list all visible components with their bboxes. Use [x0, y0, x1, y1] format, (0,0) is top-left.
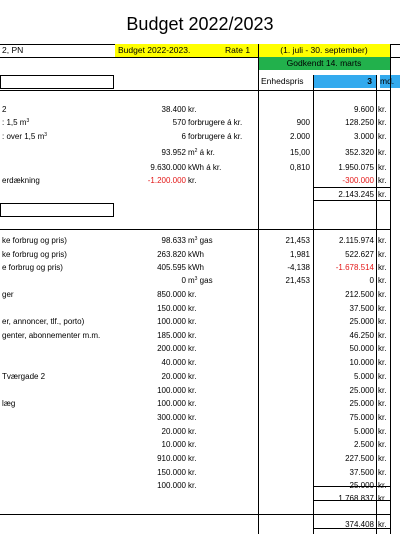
row-amount: 0	[181, 276, 186, 285]
row-unit: kr.	[188, 344, 197, 353]
row-amount: 850.000	[157, 290, 186, 299]
row-amount: 150.000	[157, 304, 186, 313]
row-total-unit: kr.	[378, 399, 387, 408]
row-total: 25.000	[349, 386, 374, 395]
row-total-unit: kr.	[378, 317, 387, 326]
row-total: 3.000	[353, 132, 374, 141]
row-total: -300.000	[342, 176, 374, 185]
row-unit: forbrugere á kr.	[188, 118, 243, 127]
row-amount: 200.000	[157, 344, 186, 353]
header-left-text: 2, PN	[2, 45, 24, 55]
row-unit-price: 0,810	[289, 163, 310, 172]
row-total: 212.500	[345, 290, 374, 299]
row-total: 37.500	[349, 468, 374, 477]
row-unit: kWh	[188, 250, 204, 259]
row-unit: kr.	[188, 481, 197, 490]
row-unit-price: 21,453	[285, 236, 310, 245]
row-label: ger	[2, 290, 14, 299]
row-amount: -1.200.000	[147, 176, 186, 185]
row-total-unit: kr.	[378, 440, 387, 449]
budget-label-cell	[115, 44, 258, 57]
period-label: (1. juli - 30. september)	[258, 44, 390, 57]
row-total: 37.500	[349, 304, 374, 313]
row-total-unit: kr.	[378, 290, 387, 299]
row-total: -1.678.514	[335, 263, 374, 272]
row-total-unit: kr.	[378, 427, 387, 436]
row-total: 1.950.075	[338, 163, 374, 172]
row-unit: kr.	[188, 358, 197, 367]
row-amount: 20.000	[161, 427, 186, 436]
row-total-unit: kr.	[378, 344, 387, 353]
row-total: 5.000	[353, 372, 374, 381]
row-total: 522.627	[345, 250, 374, 259]
row-label: ke forbrug og pris)	[2, 236, 67, 245]
row-label: Tværgade 2	[2, 372, 46, 381]
row-unit-price: 21,453	[285, 276, 310, 285]
row-label: e forbrug og pris)	[2, 263, 63, 272]
row-total: 50.000	[349, 344, 374, 353]
row-total: 10.000	[349, 358, 374, 367]
row-total-unit: kr.	[378, 190, 387, 199]
row-unit: kr.	[188, 440, 197, 449]
row-total-unit: kr.	[378, 481, 387, 490]
row-unit-price: 15,00	[289, 148, 310, 157]
row-unit: kWh	[188, 263, 204, 272]
row-label: læg	[2, 399, 16, 408]
row-unit: kr.	[188, 176, 197, 185]
row-unit: $m^3$ gas	[188, 236, 213, 245]
row-total-unit: kr.	[378, 304, 387, 313]
grid-line	[0, 514, 390, 515]
row-amount: 405.595	[157, 263, 186, 272]
row-amount: 93.952	[161, 148, 186, 157]
row-total-unit: kr.	[378, 250, 387, 259]
row-total-unit: kr.	[378, 276, 387, 285]
months-unit: md.	[380, 75, 400, 88]
row-amount: 38.400	[161, 105, 186, 114]
row-total-unit: kr.	[378, 105, 387, 114]
row-amount: 263.820	[157, 250, 186, 259]
unit-price-header: Enhedspris	[261, 76, 304, 86]
row-total: 2.500	[353, 440, 374, 449]
row-amount: 20.000	[161, 372, 186, 381]
row-amount: 10.000	[161, 440, 186, 449]
row-total-unit: kr.	[378, 263, 387, 272]
row-label: erdækning	[2, 176, 40, 185]
row-total: 2.143.245	[338, 190, 374, 199]
row-unit-price: 900	[296, 118, 310, 127]
row-total: 227.500	[345, 454, 374, 463]
row-amount: 100.000	[157, 399, 186, 408]
row-amount: 6	[181, 132, 186, 141]
row-total: 25.000	[349, 481, 374, 490]
row-unit-price: -4,138	[287, 263, 310, 272]
row-total: 75.000	[349, 413, 374, 422]
row-unit: kr.	[188, 454, 197, 463]
row-label: ke forbrug og pris)	[2, 250, 67, 259]
row-total: 352.320	[345, 148, 374, 157]
row-unit: kr.	[188, 331, 197, 340]
row-amount: 98.633	[161, 236, 186, 245]
row-total: 0	[369, 276, 374, 285]
row-amount: 150.000	[157, 468, 186, 477]
row-amount: 185.000	[157, 331, 186, 340]
row-unit: kr.	[188, 399, 197, 408]
grid-line	[0, 90, 390, 91]
row-amount: 570	[172, 118, 186, 127]
row-unit: $m^2$ á kr.	[188, 148, 215, 157]
row-amount: 9.630.000	[150, 163, 186, 172]
row-total: 2.115.974	[339, 236, 374, 245]
grid-line	[376, 75, 377, 534]
row-unit: kr.	[188, 413, 197, 422]
row-label: : 1,5 $m^3$	[2, 118, 30, 127]
row-total-unit: kr.	[378, 494, 387, 503]
row-total-unit: kr.	[378, 148, 387, 157]
row-total-unit: kr.	[378, 176, 387, 185]
row-unit: kr.	[188, 304, 197, 313]
row-label: genter, abonnementer m.m.	[2, 331, 101, 340]
row-unit: kr.	[188, 290, 197, 299]
row-total: 374.408	[345, 520, 374, 529]
row-unit: forbrugere á kr.	[188, 132, 243, 141]
row-unit: kr.	[188, 317, 197, 326]
row-total: 9.600	[353, 105, 374, 114]
row-total: 25.000	[349, 317, 374, 326]
row-amount: 100.000	[157, 317, 186, 326]
row-amount: 910.000	[157, 454, 186, 463]
months-value: 3	[314, 75, 376, 88]
row-total-unit: kr.	[378, 386, 387, 395]
row-label: er, annoncer, tlf., porto)	[2, 317, 85, 326]
row-total-unit: kr.	[378, 372, 387, 381]
budget-label: Budget 2022-2023.	[118, 45, 191, 55]
row-amount: 100.000	[157, 481, 186, 490]
row-total: 5.000	[353, 427, 374, 436]
section-input-box-1[interactable]	[0, 75, 114, 89]
row-total-unit: kr.	[378, 132, 387, 141]
row-total-unit: kr.	[378, 118, 387, 127]
row-amount: 40.000	[161, 358, 186, 367]
approved-label: Godkendt 14. marts	[258, 57, 390, 70]
row-unit: kr.	[188, 386, 197, 395]
row-label: 2	[2, 105, 7, 114]
row-total-unit: kr.	[378, 163, 387, 172]
row-total-unit: kr.	[378, 413, 387, 422]
page-title: Budget 2022/2023	[126, 14, 274, 34]
row-total: 46.250	[349, 331, 374, 340]
row-total: 128.250	[345, 118, 374, 127]
row-total: 25.000	[349, 399, 374, 408]
row-total-unit: kr.	[378, 236, 387, 245]
section-input-box-2[interactable]	[0, 203, 114, 217]
row-total-unit: kr.	[378, 468, 387, 477]
row-label: : over 1,5 $m^3$	[2, 132, 48, 141]
row-total-unit: kr.	[378, 454, 387, 463]
row-unit: $m^3$ gas	[188, 276, 213, 285]
row-unit: kr.	[188, 372, 197, 381]
row-total: 1.768.837	[338, 494, 374, 503]
row-unit-price: 2.000	[289, 132, 310, 141]
row-total-unit: kr.	[378, 520, 387, 529]
row-unit: kr.	[188, 427, 197, 436]
row-unit: kr.	[188, 105, 197, 114]
row-total-unit: kr.	[378, 358, 387, 367]
grid-line	[0, 229, 390, 230]
row-unit: kr.	[188, 468, 197, 477]
rate-label: Rate 1	[225, 45, 251, 55]
row-amount: 100.000	[157, 386, 186, 395]
row-total-unit: kr.	[378, 331, 387, 340]
row-unit-price: 1,981	[289, 250, 310, 259]
row-unit: kWh á kr.	[188, 163, 222, 172]
row-amount: 300.000	[157, 413, 186, 422]
